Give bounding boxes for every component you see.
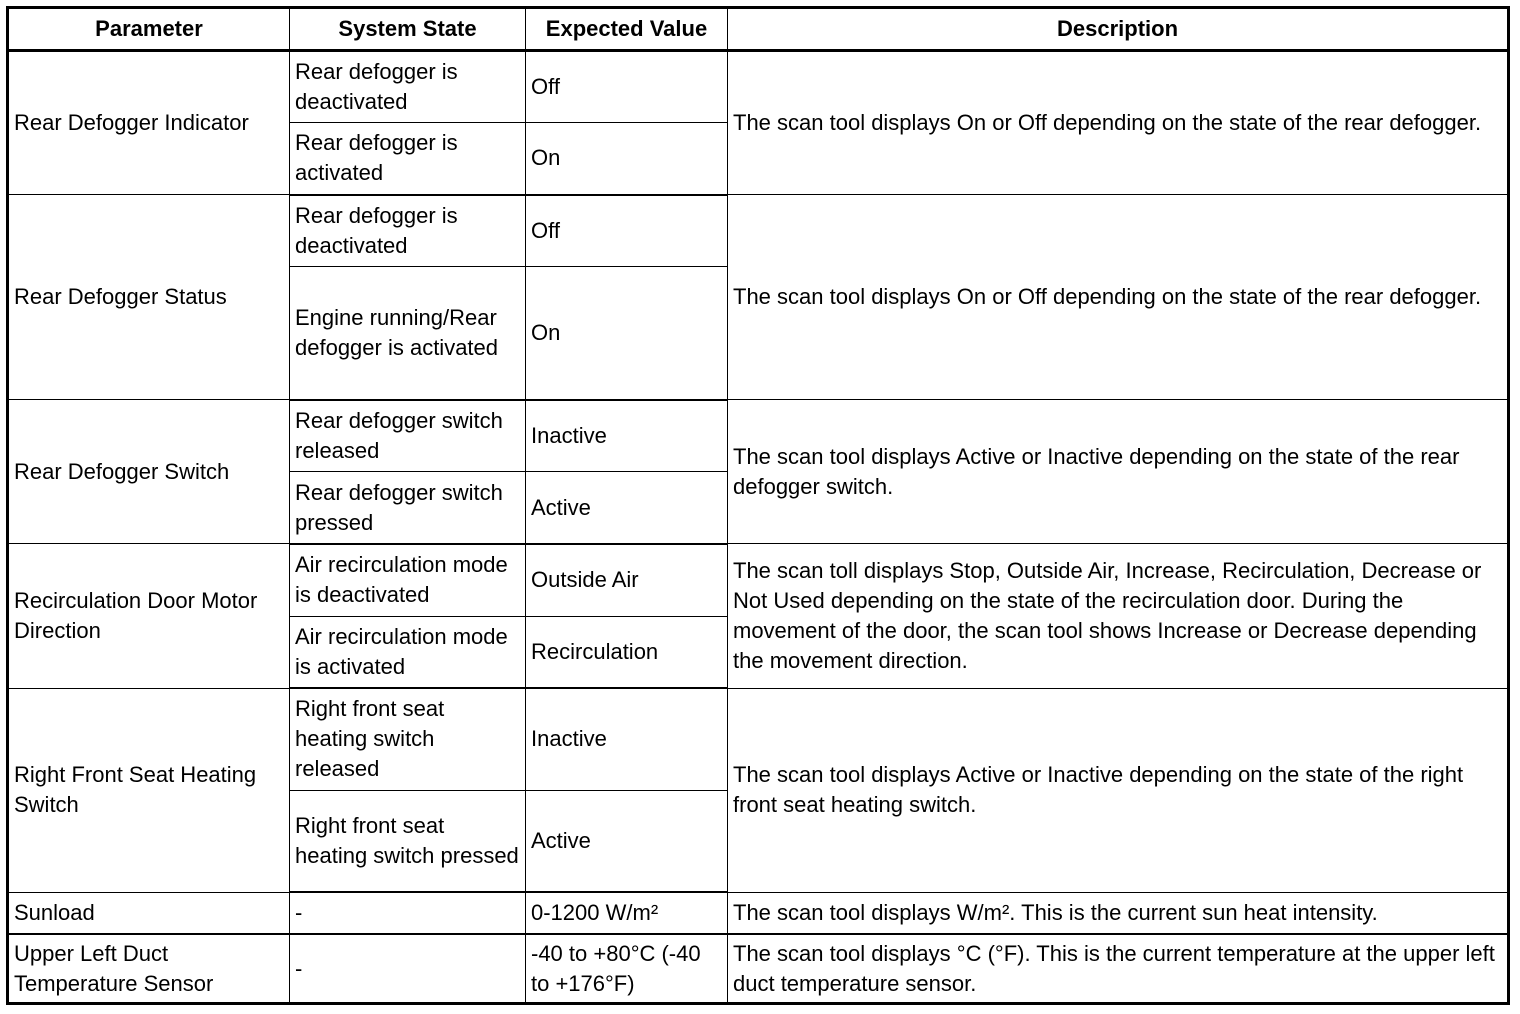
expected-value-cell: Outside Air [526,544,728,616]
expected-value-cell: -40 to +80°C (-40 to +176°F) [526,934,728,1003]
parameter-cell: Upper Left Duct Temperature Sensor [8,934,290,1003]
system-state-cell: Rear defogger is deactivated [290,195,526,267]
parameter-cell: Recirculation Door Motor Direction [8,544,290,688]
parameter-cell: Rear Defogger Indicator [8,51,290,195]
parameter-cell: Rear Defogger Status [8,195,290,400]
parameter-cell: Rear Defogger Switch [8,400,290,544]
expected-value-cell: Recirculation [526,616,728,688]
expected-value-cell: Inactive [526,688,728,790]
description-cell: The scan tool displays Active or Inactive depending on the state of the rear defogger switch. [728,400,1509,544]
table-row [8,892,1509,934]
expected-value-cell: Active [526,472,728,544]
description-cell: The scan tool displays Active or Inactive depending on the state of the right front seat heating switch. [728,688,1509,892]
expected-value-cell: Off [526,51,728,123]
table-row [8,51,1509,123]
system-state-cell: Rear defogger switch released [290,400,526,472]
header-description: Description [728,8,1509,51]
expected-value-cell: Off [526,195,728,267]
table-row [8,934,1509,1003]
system-state-cell: Rear defogger is activated [290,123,526,195]
table-row [8,688,1509,790]
system-state-cell: Rear defogger is deactivated [290,51,526,123]
table-row [8,195,1509,267]
parameter-cell: Sunload [8,892,290,934]
system-state-cell: Right front seat heating switch released [290,688,526,790]
description-cell: The scan tool displays On or Off depending on the state of the rear defogger. [728,51,1509,195]
description-cell: The scan tool displays W/m². This is the current sun heat intensity. [728,892,1509,934]
expected-value-cell: Inactive [526,400,728,472]
expected-value-cell: On [526,267,728,400]
description-cell: The scan tool displays On or Off depending on the state of the rear defogger. [728,195,1509,400]
header-expected-value: Expected Value [526,8,728,51]
parameter-cell: Right Front Seat Heating Switch [8,688,290,892]
table-row [8,400,1509,472]
system-state-cell: Right front seat heating switch pressed [290,790,526,892]
system-state-cell: Air recirculation mode is deactivated [290,544,526,616]
system-state-cell: - [290,934,526,1003]
expected-value-cell: On [526,123,728,195]
parameter-table [6,6,1510,1005]
table-row [8,544,1509,616]
system-state-cell: Engine running/Rear defogger is activated [290,267,526,400]
header-parameter: Parameter [8,8,290,51]
system-state-cell: - [290,892,526,934]
description-cell: The scan toll displays Stop, Outside Air, Increase, Recirculation, Decrease or Not Used depending on the state of the recirculation door. During the movement of the door, the scan tool shows Increase or Decrease depending the movement direction. [728,544,1509,688]
expected-value-cell: Active [526,790,728,892]
system-state-cell: Air recirculation mode is activated [290,616,526,688]
expected-value-cell: 0-1200 W/m² [526,892,728,934]
header-system-state: System State [290,8,526,51]
system-state-cell: Rear defogger switch pressed [290,472,526,544]
description-cell: The scan tool displays °C (°F). This is the current temperature at the upper left duct temperature sensor. [728,934,1509,1003]
header-row [8,8,1509,51]
